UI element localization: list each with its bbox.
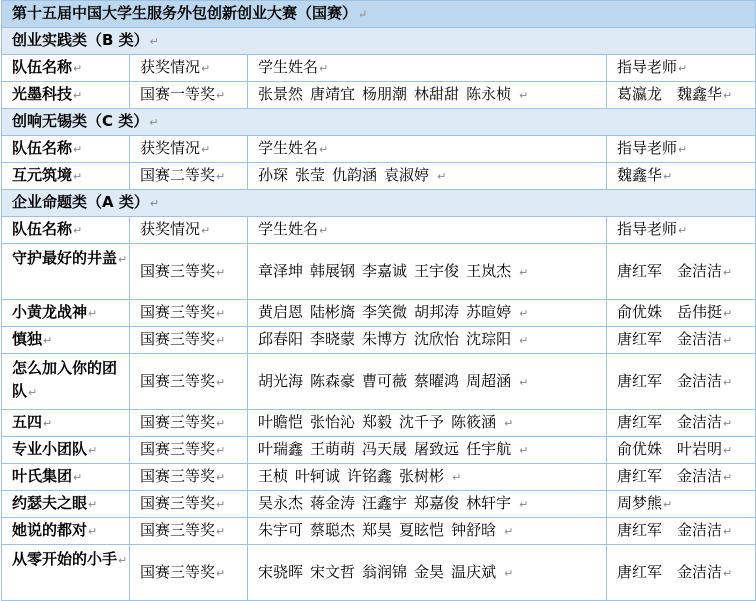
student-name: 林轩宇 [466, 494, 512, 512]
students-cell [248, 163, 607, 190]
paragraph-mark-icon: ↵ [149, 116, 159, 129]
award-cell [130, 244, 248, 300]
paragraph-mark-icon: ↵ [519, 444, 529, 457]
student-name: 张怡沁 [310, 413, 356, 431]
student-name: 胡光海 [258, 371, 304, 390]
student-name: 韩展钢 [310, 261, 356, 280]
paragraph-mark-icon: ↵ [663, 498, 673, 511]
paragraph-mark-icon: ↵ [678, 62, 688, 75]
paragraph-mark-icon: ↵ [201, 224, 211, 237]
paragraph-mark-icon: ↵ [437, 170, 447, 183]
students-cell [248, 491, 607, 518]
student-name: 叶瑞鑫 [258, 440, 304, 458]
category-row [2, 109, 756, 136]
paragraph-mark-icon: ↵ [723, 471, 733, 484]
student-name: 吴永杰 [258, 494, 304, 512]
paragraph-mark-icon: ↵ [319, 62, 329, 75]
team-name-cell [2, 491, 130, 518]
team-name-cell [2, 518, 130, 545]
paragraph-mark-icon: ↵ [216, 498, 226, 511]
team-name-cell-text: 从零开始的小手 [12, 550, 118, 568]
student-name: 朱博方 [362, 330, 408, 348]
paragraph-mark-icon: ↵ [88, 444, 98, 457]
paragraph-mark-icon: ↵ [88, 498, 98, 511]
paragraph-mark-icon: ↵ [88, 307, 98, 320]
students-cell [248, 518, 607, 545]
paragraph-mark-icon: ↵ [723, 525, 733, 538]
award-cell-text: 国赛三等奖 [140, 303, 216, 321]
award-cell [130, 82, 248, 109]
paragraph-mark-icon: ↵ [28, 386, 38, 399]
student-name: 胡邦涛 [414, 303, 460, 321]
student-name: 钟舒晗 [451, 521, 497, 539]
student-name: 金昊 [414, 562, 445, 581]
students-cell [248, 410, 607, 437]
student-name: 张树彬 [399, 467, 445, 485]
team-name-cell-text: 光墨科技 [12, 85, 73, 103]
advisors-cell [607, 82, 756, 109]
advisors-cell-text: 唐红军 金洁洁 [617, 371, 723, 390]
header-row [2, 217, 756, 244]
table-row [2, 244, 756, 300]
paragraph-mark-icon: ↵ [723, 334, 733, 347]
student-name: 郑昊 [362, 521, 393, 539]
paragraph-mark-icon: ↵ [73, 62, 83, 75]
student-name: 温庆斌 [451, 562, 497, 581]
category-heading [2, 28, 756, 55]
student-name: 沈千予 [399, 413, 445, 431]
advisors-cell-text: 唐红军 金洁洁 [617, 413, 723, 431]
header-team [2, 217, 130, 244]
paragraph-mark-icon: ↵ [319, 224, 329, 237]
team-name-cell [2, 464, 130, 491]
student-name: 王岚杰 [466, 261, 512, 280]
award-cell [130, 437, 248, 464]
paragraph-mark-icon: ↵ [358, 8, 368, 21]
header-row [2, 55, 756, 82]
paragraph-mark-icon: ↵ [118, 253, 128, 266]
award-cell [130, 354, 248, 410]
advisors-cell-text: 唐红军 金洁洁 [617, 330, 723, 348]
paragraph-mark-icon: ↵ [319, 143, 329, 156]
award-cell-text: 国赛三等奖 [140, 371, 216, 390]
team-name-cell-text: 五四 [12, 413, 43, 431]
paragraph-mark-icon: ↵ [73, 471, 83, 484]
team-name-cell-text: 小黄龙战神 [12, 303, 88, 321]
advisors-cell [607, 545, 756, 601]
award-cell [130, 327, 248, 354]
table-row [2, 300, 756, 327]
header-award [130, 136, 248, 163]
paragraph-mark-icon: ↵ [723, 566, 733, 580]
header-students-text: 学生姓名 [258, 139, 319, 157]
paragraph-mark-icon: ↵ [73, 89, 83, 102]
table-row [2, 464, 756, 491]
advisors-cell [607, 518, 756, 545]
paragraph-mark-icon: ↵ [73, 170, 83, 183]
student-name: 邱春阳 [258, 330, 304, 348]
paragraph-mark-icon: ↵ [519, 334, 529, 347]
table-row [2, 437, 756, 464]
category-heading-text: 创响无锡类（C 类） [12, 112, 149, 130]
paragraph-mark-icon: ↵ [43, 417, 53, 430]
student-name: 张景然 [258, 85, 304, 103]
award-cell-text: 国赛三等奖 [140, 494, 216, 512]
student-name: 汪鑫宇 [362, 494, 408, 512]
header-team [2, 136, 130, 163]
header-award-text: 获奖情况 [140, 58, 201, 76]
category-heading-text: 创业实践类（B 类） [12, 31, 149, 49]
advisors-cell-text: 魏鑫华 [617, 166, 663, 184]
student-name: 李笑微 [362, 303, 408, 321]
advisors-cell-text: 葛瀛龙 魏鑫华 [617, 85, 723, 103]
students-cell [248, 300, 607, 327]
team-name-cell-text: 她说的都对 [12, 521, 88, 539]
student-name: 蔡聪杰 [310, 521, 356, 539]
student-name: 沈琮阳 [466, 330, 512, 348]
paragraph-mark-icon: ↵ [504, 417, 514, 430]
team-name-cell-text: 怎么加入你的团队 [12, 359, 118, 400]
student-name: 陈森豪 [310, 371, 356, 390]
paragraph-mark-icon: ↵ [723, 375, 733, 389]
advisors-cell-text: 唐红军 金洁洁 [617, 562, 723, 581]
student-name: 沈欣怡 [414, 330, 460, 348]
advisors-cell [607, 437, 756, 464]
paragraph-mark-icon: ↵ [519, 498, 529, 511]
header-team [2, 55, 130, 82]
student-name: 张莹 [295, 166, 326, 184]
team-name-cell-text: 慎独 [12, 330, 43, 348]
header-team-text: 队伍名称 [12, 220, 73, 238]
student-name: 宋骁晖 [258, 562, 304, 581]
student-name: 王桢 [258, 467, 289, 485]
award-cell-text: 国赛三等奖 [140, 562, 216, 581]
header-students [248, 217, 607, 244]
team-name-cell [2, 545, 130, 601]
header-advisors-text: 指导老师 [617, 220, 678, 238]
header-advisors [607, 55, 756, 82]
header-students-text: 学生姓名 [258, 220, 319, 238]
table-row [2, 545, 756, 601]
category-heading [2, 109, 756, 136]
paragraph-mark-icon: ↵ [504, 525, 514, 538]
student-name: 陈筱涵 [451, 413, 497, 431]
advisors-cell [607, 163, 756, 190]
paragraph-mark-icon: ↵ [678, 143, 688, 156]
paragraph-mark-icon: ↵ [149, 197, 160, 210]
award-cell [130, 491, 248, 518]
award-cell-text: 国赛三等奖 [140, 261, 216, 280]
award-cell [130, 300, 248, 327]
award-cell-text: 国赛三等奖 [140, 413, 216, 431]
paragraph-mark-icon: ↵ [43, 334, 53, 347]
team-name-cell [2, 327, 130, 354]
student-name: 郑嘉俊 [414, 494, 460, 512]
paragraph-mark-icon: ↵ [149, 35, 159, 48]
paragraph-mark-icon: ↵ [216, 417, 226, 430]
paragraph-mark-icon: ↵ [201, 62, 211, 75]
advisors-cell [607, 300, 756, 327]
header-award [130, 55, 248, 82]
student-name: 周超涵 [466, 371, 512, 390]
team-name-cell-text: 互元筑境 [12, 166, 73, 184]
advisors-cell-text: 唐红军 金洁洁 [617, 467, 723, 485]
advisors-cell-text: 周梦熊 [617, 494, 663, 512]
table-row [2, 163, 756, 190]
advisors-cell-text: 唐红军 金洁洁 [617, 261, 723, 280]
paragraph-mark-icon: ↵ [723, 307, 733, 320]
award-cell [130, 410, 248, 437]
table-row [2, 491, 756, 518]
student-name: 郑毅 [362, 413, 393, 431]
students-cell [248, 437, 607, 464]
award-cell-text: 国赛三等奖 [140, 440, 216, 458]
student-name: 蒋金涛 [310, 494, 356, 512]
header-students [248, 136, 607, 163]
student-name: 叶瞻恺 [258, 413, 304, 431]
paragraph-mark-icon: ↵ [216, 334, 226, 347]
paragraph-mark-icon: ↵ [216, 265, 226, 279]
paragraph-mark-icon: ↵ [73, 143, 83, 156]
paragraph-mark-icon: ↵ [678, 224, 688, 237]
student-name: 宋文哲 [310, 562, 356, 581]
students-cell [248, 464, 607, 491]
student-name: 仇韵涵 [332, 166, 378, 184]
student-name: 曹可薇 [362, 371, 408, 390]
header-award-text: 获奖情况 [140, 139, 201, 157]
advisors-cell [607, 354, 756, 410]
team-name-cell [2, 163, 130, 190]
award-cell-text: 国赛一等奖 [140, 85, 216, 103]
student-name: 唐靖宜 [310, 85, 356, 103]
students-cell [248, 327, 607, 354]
paragraph-mark-icon: ↵ [519, 375, 529, 389]
paragraph-mark-icon: ↵ [216, 89, 226, 102]
paragraph-mark-icon: ↵ [504, 566, 514, 580]
award-cell [130, 545, 248, 601]
paragraph-mark-icon: ↵ [723, 444, 733, 457]
student-name: 冯天晟 [362, 440, 408, 458]
title-text: 第十五届中国大学生服务外包创新创业大赛（国赛） [12, 4, 358, 22]
paragraph-mark-icon: ↵ [201, 143, 211, 156]
students-cell [248, 82, 607, 109]
student-name: 朱宇可 [258, 521, 304, 539]
paragraph-mark-icon: ↵ [216, 525, 226, 538]
team-name-cell [2, 437, 130, 464]
header-row [2, 136, 756, 163]
advisors-cell-text: 唐红军 金洁洁 [617, 521, 723, 539]
team-name-cell [2, 244, 130, 300]
header-advisors [607, 217, 756, 244]
paragraph-mark-icon: ↵ [723, 89, 733, 102]
paragraph-mark-icon: ↵ [723, 417, 733, 430]
student-name: 李晓蒙 [310, 330, 356, 348]
student-name: 林甜甜 [414, 85, 460, 103]
student-name: 王宇俊 [414, 261, 460, 280]
student-name: 袁淑婷 [384, 166, 430, 184]
team-name-cell-text: 约瑟夫之眼 [12, 494, 88, 512]
header-students-text: 学生姓名 [258, 58, 319, 76]
header-award [130, 217, 248, 244]
student-name: 许铭鑫 [347, 467, 393, 485]
category-heading-text: 企业命题类（A 类） [12, 193, 149, 211]
advisors-cell [607, 244, 756, 300]
student-name: 陈永桢 [466, 85, 512, 103]
paragraph-mark-icon: ↵ [452, 471, 462, 484]
team-name-cell [2, 354, 130, 410]
students-cell [248, 545, 607, 601]
header-team-text: 队伍名称 [12, 58, 73, 76]
student-name: 孙琛 [258, 166, 289, 184]
student-name: 苏暄婷 [466, 303, 512, 321]
table-row [2, 354, 756, 410]
awards-table [1, 0, 756, 601]
paragraph-mark-icon: ↵ [118, 554, 128, 567]
paragraph-mark-icon: ↵ [663, 170, 673, 183]
category-row [2, 190, 756, 217]
paragraph-mark-icon: ↵ [216, 444, 226, 457]
advisors-cell [607, 327, 756, 354]
award-cell [130, 464, 248, 491]
table-row [2, 327, 756, 354]
advisors-cell-text: 俞优姝 岳伟挺 [617, 303, 723, 321]
title-row [2, 1, 756, 28]
table-row [2, 518, 756, 545]
award-cell-text: 国赛三等奖 [140, 521, 216, 539]
table-row [2, 410, 756, 437]
awards-table-body [2, 1, 756, 601]
team-name-cell-text: 守护最好的井盖 [12, 249, 118, 267]
header-students [248, 55, 607, 82]
paragraph-mark-icon: ↵ [519, 265, 529, 279]
header-award-text: 获奖情况 [140, 220, 201, 238]
student-name: 屠致远 [414, 440, 460, 458]
paragraph-mark-icon: ↵ [519, 89, 529, 102]
student-name: 李嘉诚 [362, 261, 408, 280]
student-name: 蔡曜鸿 [414, 371, 460, 390]
advisors-cell [607, 464, 756, 491]
team-name-cell [2, 410, 130, 437]
document-title [2, 1, 756, 28]
paragraph-mark-icon: ↵ [519, 307, 529, 320]
award-cell-text: 国赛三等奖 [140, 467, 216, 485]
header-advisors-text: 指导老师 [617, 139, 678, 157]
paragraph-mark-icon: ↵ [723, 265, 733, 279]
team-name-cell [2, 82, 130, 109]
paragraph-mark-icon: ↵ [216, 307, 226, 320]
student-name: 黄启恩 [258, 303, 304, 321]
advisors-cell [607, 491, 756, 518]
student-name: 王萌萌 [310, 440, 356, 458]
table-row [2, 82, 756, 109]
category-heading [2, 190, 756, 217]
student-name: 叶轲诚 [295, 467, 341, 485]
team-name-cell [2, 300, 130, 327]
paragraph-mark-icon: ↵ [216, 375, 226, 389]
students-cell [248, 354, 607, 410]
award-cell [130, 163, 248, 190]
team-name-cell-text: 专业小团队 [12, 440, 88, 458]
paragraph-mark-icon: ↵ [73, 224, 83, 237]
paragraph-mark-icon: ↵ [88, 525, 98, 538]
header-team-text: 队伍名称 [12, 139, 73, 157]
team-name-cell-text: 叶氏集团 [12, 467, 73, 485]
student-name: 陆彬旖 [310, 303, 356, 321]
student-name: 夏眩恺 [399, 521, 445, 539]
header-advisors [607, 136, 756, 163]
award-cell [130, 518, 248, 545]
paragraph-mark-icon: ↵ [216, 566, 226, 580]
student-name: 杨朋潮 [362, 85, 408, 103]
advisors-cell-text: 俞优姝 叶岩明 [617, 440, 723, 458]
paragraph-mark-icon: ↵ [216, 471, 226, 484]
advisors-cell [607, 410, 756, 437]
award-cell-text: 国赛二等奖 [140, 166, 216, 184]
paragraph-mark-icon: ↵ [216, 170, 226, 183]
students-cell [248, 244, 607, 300]
category-row [2, 28, 756, 55]
student-name: 翁润锦 [362, 562, 408, 581]
award-cell-text: 国赛三等奖 [140, 330, 216, 348]
student-name: 章泽坤 [258, 261, 304, 280]
student-name: 任宇航 [466, 440, 512, 458]
header-advisors-text: 指导老师 [617, 58, 678, 76]
